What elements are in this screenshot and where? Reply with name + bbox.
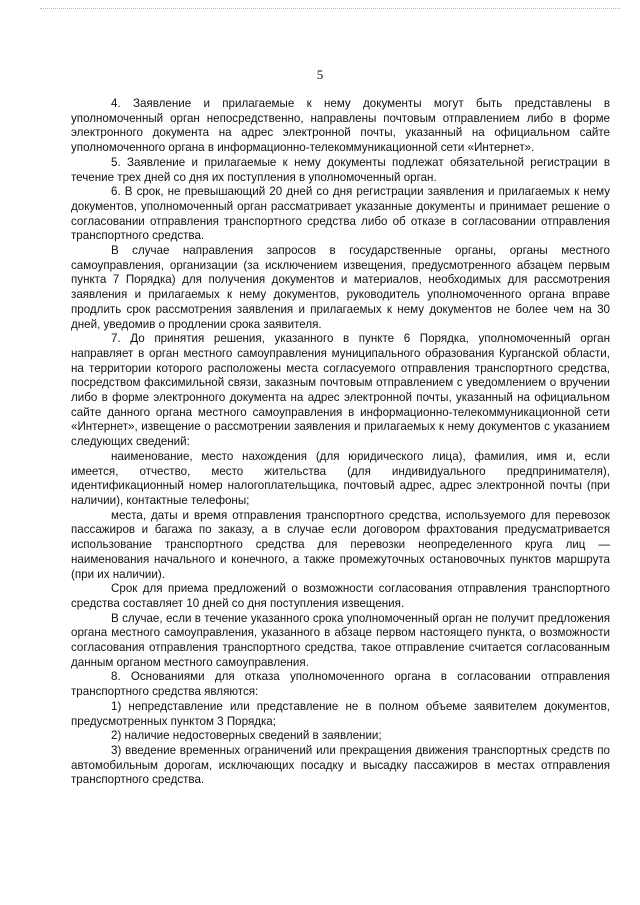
- paragraph-7: 7. До принятия решения, указанного в пункте 6 Порядка, уполномоченный орган направляет в орган местного самоуправления муниципального образования Курганской области, на территории которого расположены места согласуемого отправления транспортного средства, посредством факсимильной связи, заказным почтовым отправлением с уведомлением о вручении либо в форме электронного документа на адрес электронной почты, указанный на официальном сайте данного органа местного самоуправления в информационно-телекоммуникационной сети «Интернет», извещение о рассмотрении заявления и прилагаемых к нему документов с указанием следующих сведений:: [71, 332, 610, 449]
- paragraph-8-item-2: 2) наличие недостоверных сведений в заявлении;: [111, 729, 382, 743]
- paragraph-8-item-1: 1) непредставление или представление не в полном объеме заявителем документов, предусмотренных пунктом 3 Порядка;: [71, 699, 610, 728]
- paragraph-6-extension: В случае направления запросов в государственные органы, органы местного самоуправления, организации (за исключением извещения, предусмотренного абзацем первым пункта 7 Порядка) для получения документов и материалов, необходимых для рассмотрения заявления и прилагаемых к нему документов, руководитель уполномоченного органа вправе продлить срок рассмотрения заявления и прилагаемых к нему документов не более чем на 30 дней, уведомив о продлении срока заявителя.: [71, 244, 610, 331]
- paragraph-8-item-3: 3) введение временных ограничений или прекращения движения транспортных средств по автомобильным дорогам, исключающих посадку и высадку пассажиров в местах отправления транспортного средства.: [71, 743, 610, 787]
- paragraph-7-consent: В случае, если в течение указанного срока уполномоченный орган не получит предложения органа местного самоуправления, указанного в абзаце первом настоящего пункта, о возможности согласования отправления транспортного средства, такое отправление считается согласованным данным органом местного самоуправления.: [71, 611, 610, 669]
- scan-edge-artifact: [40, 8, 620, 11]
- paragraph-7-item-places: места, даты и время отправления транспортного средства, используемого для перевозок пассажиров и багажа по заказу, а в случае если договором фрахтования предусматривается использование транспортного средства для перевозки неопределенного круга лиц — наименования начального и конечного, а также промежуточных остановочных пунктов маршрута (при их наличии).: [71, 508, 610, 581]
- paragraph-5: 5. Заявление и прилагаемые к нему документы подлежат обязательной регистрации в течение трех дней со дня их поступления в уполномоченный орган.: [71, 155, 610, 184]
- paragraph-4: 4. Заявление и прилагаемые к нему документы могут быть представлены в уполномоченный орган непосредственно, направлены почтовым отправлением либо в форме электронного документа на адрес электронной почты, указанный на официальном сайте уполномоченного органа в информационно-телекоммуникационной сети «Интернет».: [71, 97, 610, 155]
- paragraph-7-item-name: наименование, место нахождения (для юридического лица), фамилия, имя и, если имеется, отчество, место жительства (для индивидуального предпринимателя), идентификационный номер налогоплательщика, почтовый адрес, адрес электронной почты (при наличии), контактные телефоны;: [71, 449, 610, 507]
- paragraph-7-deadline: Срок для приема предложений о возможности согласования отправления транспортного средства составляет 10 дней со дня поступления извещения.: [71, 582, 610, 610]
- paragraph-8: 8. Основаниями для отказа уполномоченного органа в согласовании отправления транспортного средства являются:: [71, 670, 610, 699]
- page-number: 5: [316, 67, 324, 82]
- paragraph-6: 6. В срок, не превышающий 20 дней со дня регистрации заявления и прилагаемых к нему документов, уполномоченный орган рассматривает указанные документы и принимает решение о согласовании отправления транспортного средства либо об отказе в согласовании отправления транспортного средства.: [71, 185, 610, 243]
- document-body: [71, 97, 610, 788]
